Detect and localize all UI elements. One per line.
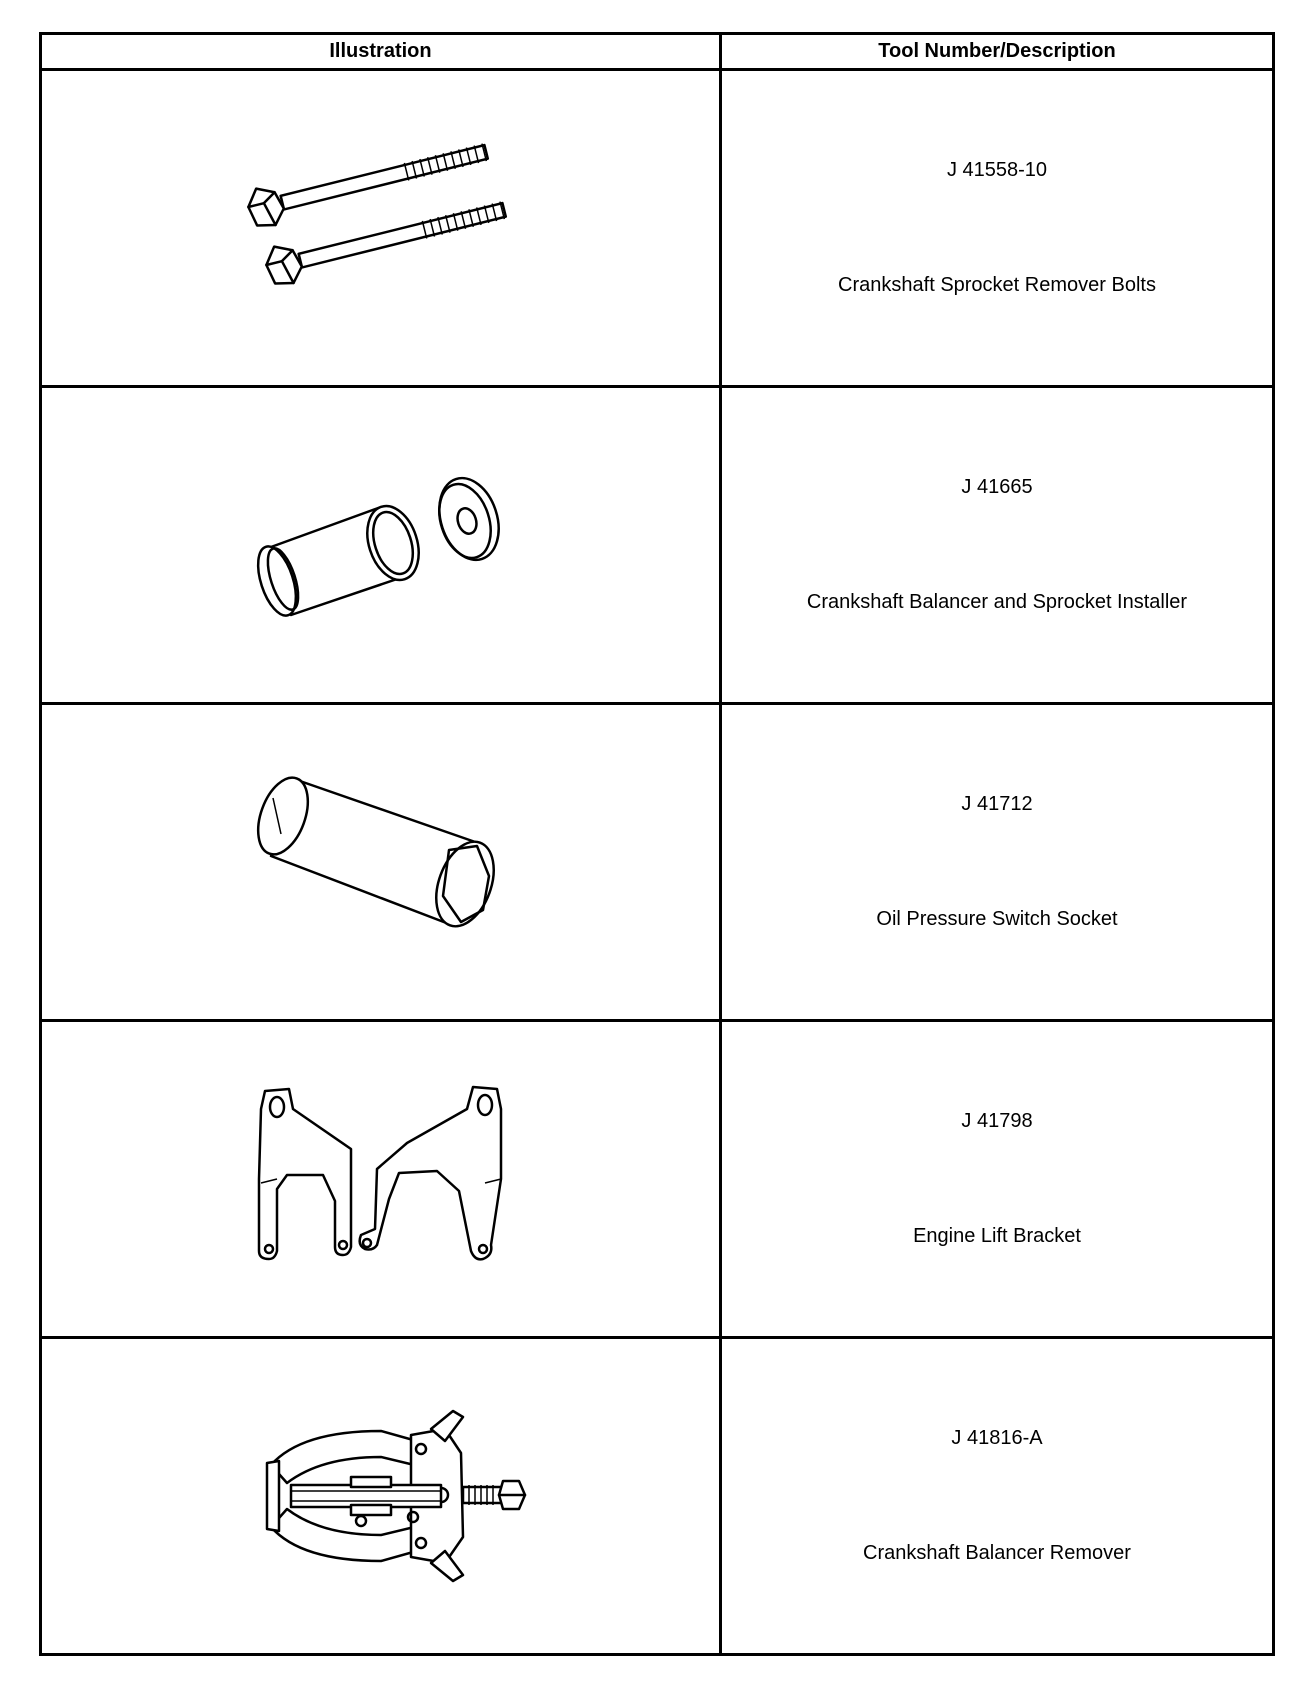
socket-icon (231, 772, 531, 952)
illustration-cell (41, 387, 721, 704)
balancer-remover-icon (231, 1401, 531, 1591)
tool-number: J 41816-A (951, 1427, 1043, 1449)
installer-icon (231, 455, 531, 635)
lift-bracket-icon (231, 1079, 531, 1279)
table-row (41, 1021, 1274, 1338)
tool-number: J 41712 (961, 793, 1033, 815)
header-illustration: Illustration (41, 34, 721, 70)
remover-bolts-icon (231, 138, 531, 318)
header-row (41, 34, 1274, 70)
header-tool-number-description: Tool Number/Description (721, 34, 1274, 70)
table-row (41, 387, 1274, 704)
illustration-cell (41, 704, 721, 1021)
tool-number: J 41798 (961, 1110, 1033, 1132)
tool-cell (721, 387, 1274, 704)
table-row (41, 704, 1274, 1021)
tool-description: Crankshaft Balancer Remover (863, 1542, 1131, 1564)
tool-description: Crankshaft Balancer and Sprocket Installer (806, 591, 1188, 613)
tool-cell (721, 704, 1274, 1021)
tool-cell (721, 1021, 1274, 1338)
table-row (41, 70, 1274, 387)
tool-description: Oil Pressure Switch Socket (876, 908, 1118, 930)
tool-cell (721, 70, 1274, 387)
tool-cell (721, 1338, 1274, 1655)
table-row (41, 1338, 1274, 1655)
illustration-cell (41, 70, 721, 387)
illustration-cell (41, 1021, 721, 1338)
tool-description: Crankshaft Sprocket Remover Bolts (838, 274, 1156, 296)
tool-description: Engine Lift Bracket (913, 1225, 1081, 1247)
tool-number: J 41665 (961, 476, 1033, 498)
tool-table (39, 32, 1275, 1656)
illustration-cell (41, 1338, 721, 1655)
tool-number: J 41558-10 (946, 159, 1048, 181)
